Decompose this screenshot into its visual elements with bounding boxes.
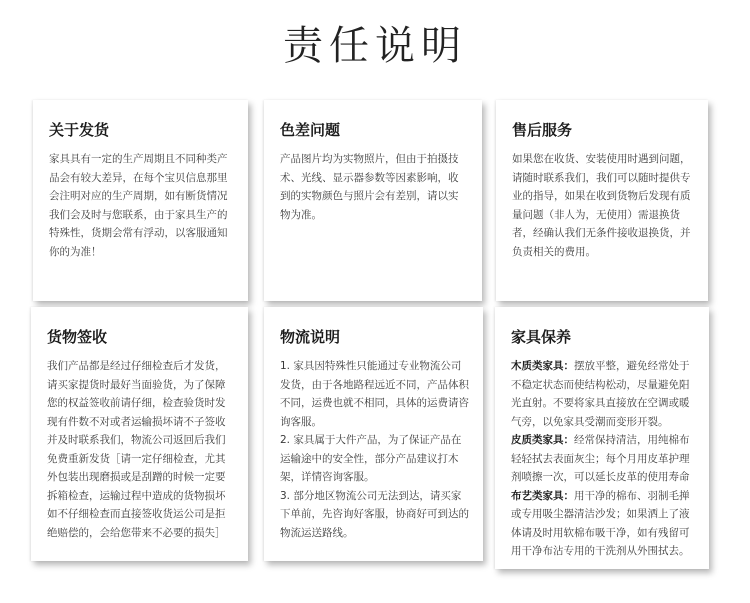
card-paragraph: 我们产品都是经过仔细检查后才发货，请买家提货时最好当面验货，为了保障您的权益签收前请仔细，检查验货时发现有件数不对或者运输损坏请不子签收并及时联系我们，物流公司返回后我们免费重新发货［请一定仔细检查，尤其外包装出现磨损或是刮蹭的时候一定要拆箱检查，运输过程中造成的货物损坏如不仔细检查而直接签收货运公司是拒绝赔偿的，会给您带来不必要的损失］: [47, 360, 226, 539]
care-label: 布艺类家具：: [511, 489, 574, 502]
card-paragraph: 1. 家具因特殊性只能通过专业物流公司发货，由于各地路程远近不同，产品体积不同，运费也就不相同，具体的运费请咨询客服。: [280, 360, 469, 428]
card-paragraph: 产品图片均为实物照片，但由于拍摄技术、光线、显示器参数等因素影响，收到的实物颜色与照片会有差别，请以实物为准。: [280, 153, 459, 221]
care-label: 木质类家具：: [511, 360, 574, 372]
card-paragraph: 如果您在收货、安装使用时遇到问题，请随时联系我们，我们可以随时提供专业的指导，如果在收到货物后发现有质量问题（非人为，无使用）需退换货者，经确认我们无条件接收退换货，并负责相关的费用。: [512, 153, 691, 258]
card-body: [47, 357, 234, 542]
card-body: [280, 357, 469, 542]
after-sales-card: [496, 100, 708, 301]
care-paragraph-leather: [511, 431, 695, 487]
card-title: 家具保养: [511, 328, 572, 346]
care-paragraph-fabric: [511, 487, 695, 561]
card-title: 关于发货: [49, 121, 110, 139]
page-title: 责任说明: [283, 23, 467, 69]
care-text: 用干净的棉布、羽制毛掸或专用吸尘器清洁沙发；如果洒上了液体请及时用软棉布吸干净，如有残留可用干净布沾专用的干洗剂从外围拭去。: [511, 489, 690, 557]
care-text: 摆放平整，避免经常处于不稳定状态而使结构松动，尽量避免阳光直射。不要将家具直接放在空调或暖气旁，以免家具受潮而变形开裂。: [511, 360, 690, 428]
receipt-card: [31, 307, 248, 561]
logistics-card: [264, 307, 483, 561]
shipping-card: [33, 100, 248, 301]
card-paragraph: 3. 部分地区物流公司无法到达，请买家下单前，先咨询好客服，协商好可到达的物流运送路线。: [280, 489, 469, 539]
card-title: 售后服务: [512, 121, 573, 139]
card-body: [49, 150, 234, 261]
card-title: 物流说明: [280, 328, 341, 346]
card-paragraph: 2. 家具属于大件产品，为了保证产品在运输途中的安全性，部分产品建议打木架，详情咨询客服。: [280, 434, 462, 483]
card-title: 色差问题: [280, 121, 341, 139]
care-paragraph-wood: [511, 357, 695, 431]
color-difference-card: [264, 100, 482, 301]
care-label: 皮质类家具：: [511, 434, 574, 446]
card-body: [280, 150, 468, 224]
card-title: 货物签收: [47, 328, 108, 346]
card-body: [511, 357, 695, 561]
care-text: 经常保持清洁，用纯棉布轻轻拭去表面灰尘；每个月用皮革护理剂喷擦一次，可以延长皮革的使用寿命: [511, 434, 690, 483]
furniture-care-card: [495, 307, 709, 569]
card-body: [512, 150, 694, 261]
card-paragraph: 家具具有一定的生产周期且不同种类产品会有较大差异，在每个宝贝信息那里会注明对应的生产周期，如有断货情况我们会及时与您联系，由于家具生产的特殊性，货期会常有浮动，以客服通知你的为准！: [49, 153, 228, 258]
